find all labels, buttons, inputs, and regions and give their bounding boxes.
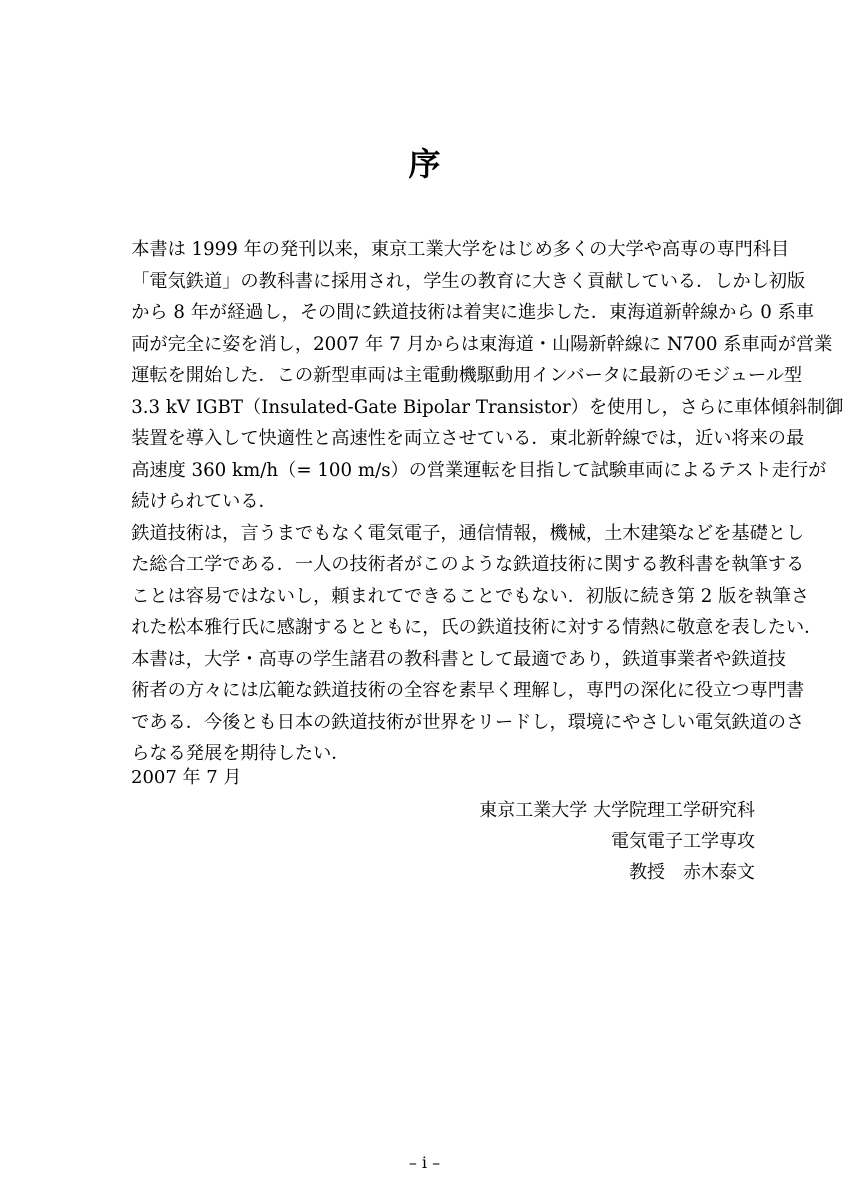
date: 2007 年 7 月 xyxy=(131,767,242,788)
text-line: 両が完全に姿を消し，2007 年 7 月からは東海道・山陽新幹線に N700 系車両が営業 xyxy=(131,333,833,355)
text-line: ことは容易ではないし，頼まれてできることでもない．初版に続き第 2 版を執筆さ xyxy=(131,585,810,607)
text-line: 装置を導入して快適性と高速性を両立させている．東北新幹線では，近い将来の最 xyxy=(131,428,805,449)
text-line: た総合工学である．一人の技術者がこのような鉄道技術に関する教科書を執筆する xyxy=(131,554,805,575)
text-line: 本書は 1999 年の発刊以来，東京工業大学をはじめ多くの大学や高専の専門科目 xyxy=(131,239,790,260)
signature-block xyxy=(479,795,755,888)
text-line: 術者の方々には広範な鉄道技術の全容を素早く理解し，専門の深化に役立つ専門書 xyxy=(131,680,805,701)
paragraph xyxy=(113,644,805,770)
text-line: 3.3 kV IGBT（Insulated-Gate Bipolar Transistor）を使用し，さらに車体傾斜制御 xyxy=(131,396,844,418)
paragraph xyxy=(113,234,844,518)
text-line: らなる発展を期待したい． xyxy=(131,743,350,764)
author-name: 教授 赤木泰文 xyxy=(629,862,755,883)
text-line: 続けられている． xyxy=(131,491,277,512)
preface-body xyxy=(113,234,844,770)
text-line: 高速度 360 km/h（= 100 m/s）の営業運転を目指して試験車両によるテスト走行が xyxy=(131,459,827,481)
paragraph xyxy=(113,518,823,644)
text-line: から 8 年が経過し，その間に鉄道技術は着実に進歩した．東海道新幹線から 0 系車 xyxy=(131,302,815,323)
author-affiliation: 東京工業大学 大学院理工学研究科 xyxy=(479,800,755,821)
text-line: 鉄道技術は，言うまでもなく電気電子，通信情報，機械，土木建築などを基礎とし xyxy=(131,522,805,544)
author-department: 電気電子工学専攻 xyxy=(611,831,755,852)
preface-title: 序 xyxy=(408,145,441,183)
page-number: – i – xyxy=(408,1153,441,1172)
text-line: れた松本雅行氏に感謝するとともに，氏の鉄道技術に対する情熱に敬意を表したい． xyxy=(131,617,823,638)
text-line: である．今後とも日本の鉄道技術が世界をリードし，環境にやさしい電気鉄道のさ xyxy=(131,711,805,733)
text-line: 「電気鉄道」の教科書に採用され，学生の教育に大きく貢献している．しかし初版 xyxy=(131,270,806,292)
text-line: 本書は，大学・高専の学生諸君の教科書として最適であり，鉄道事業者や鉄道技 xyxy=(131,648,786,670)
text-line: 運転を開始した．この新型車両は主電動機駆動用インバータに最新のモジュール型 xyxy=(131,365,803,386)
